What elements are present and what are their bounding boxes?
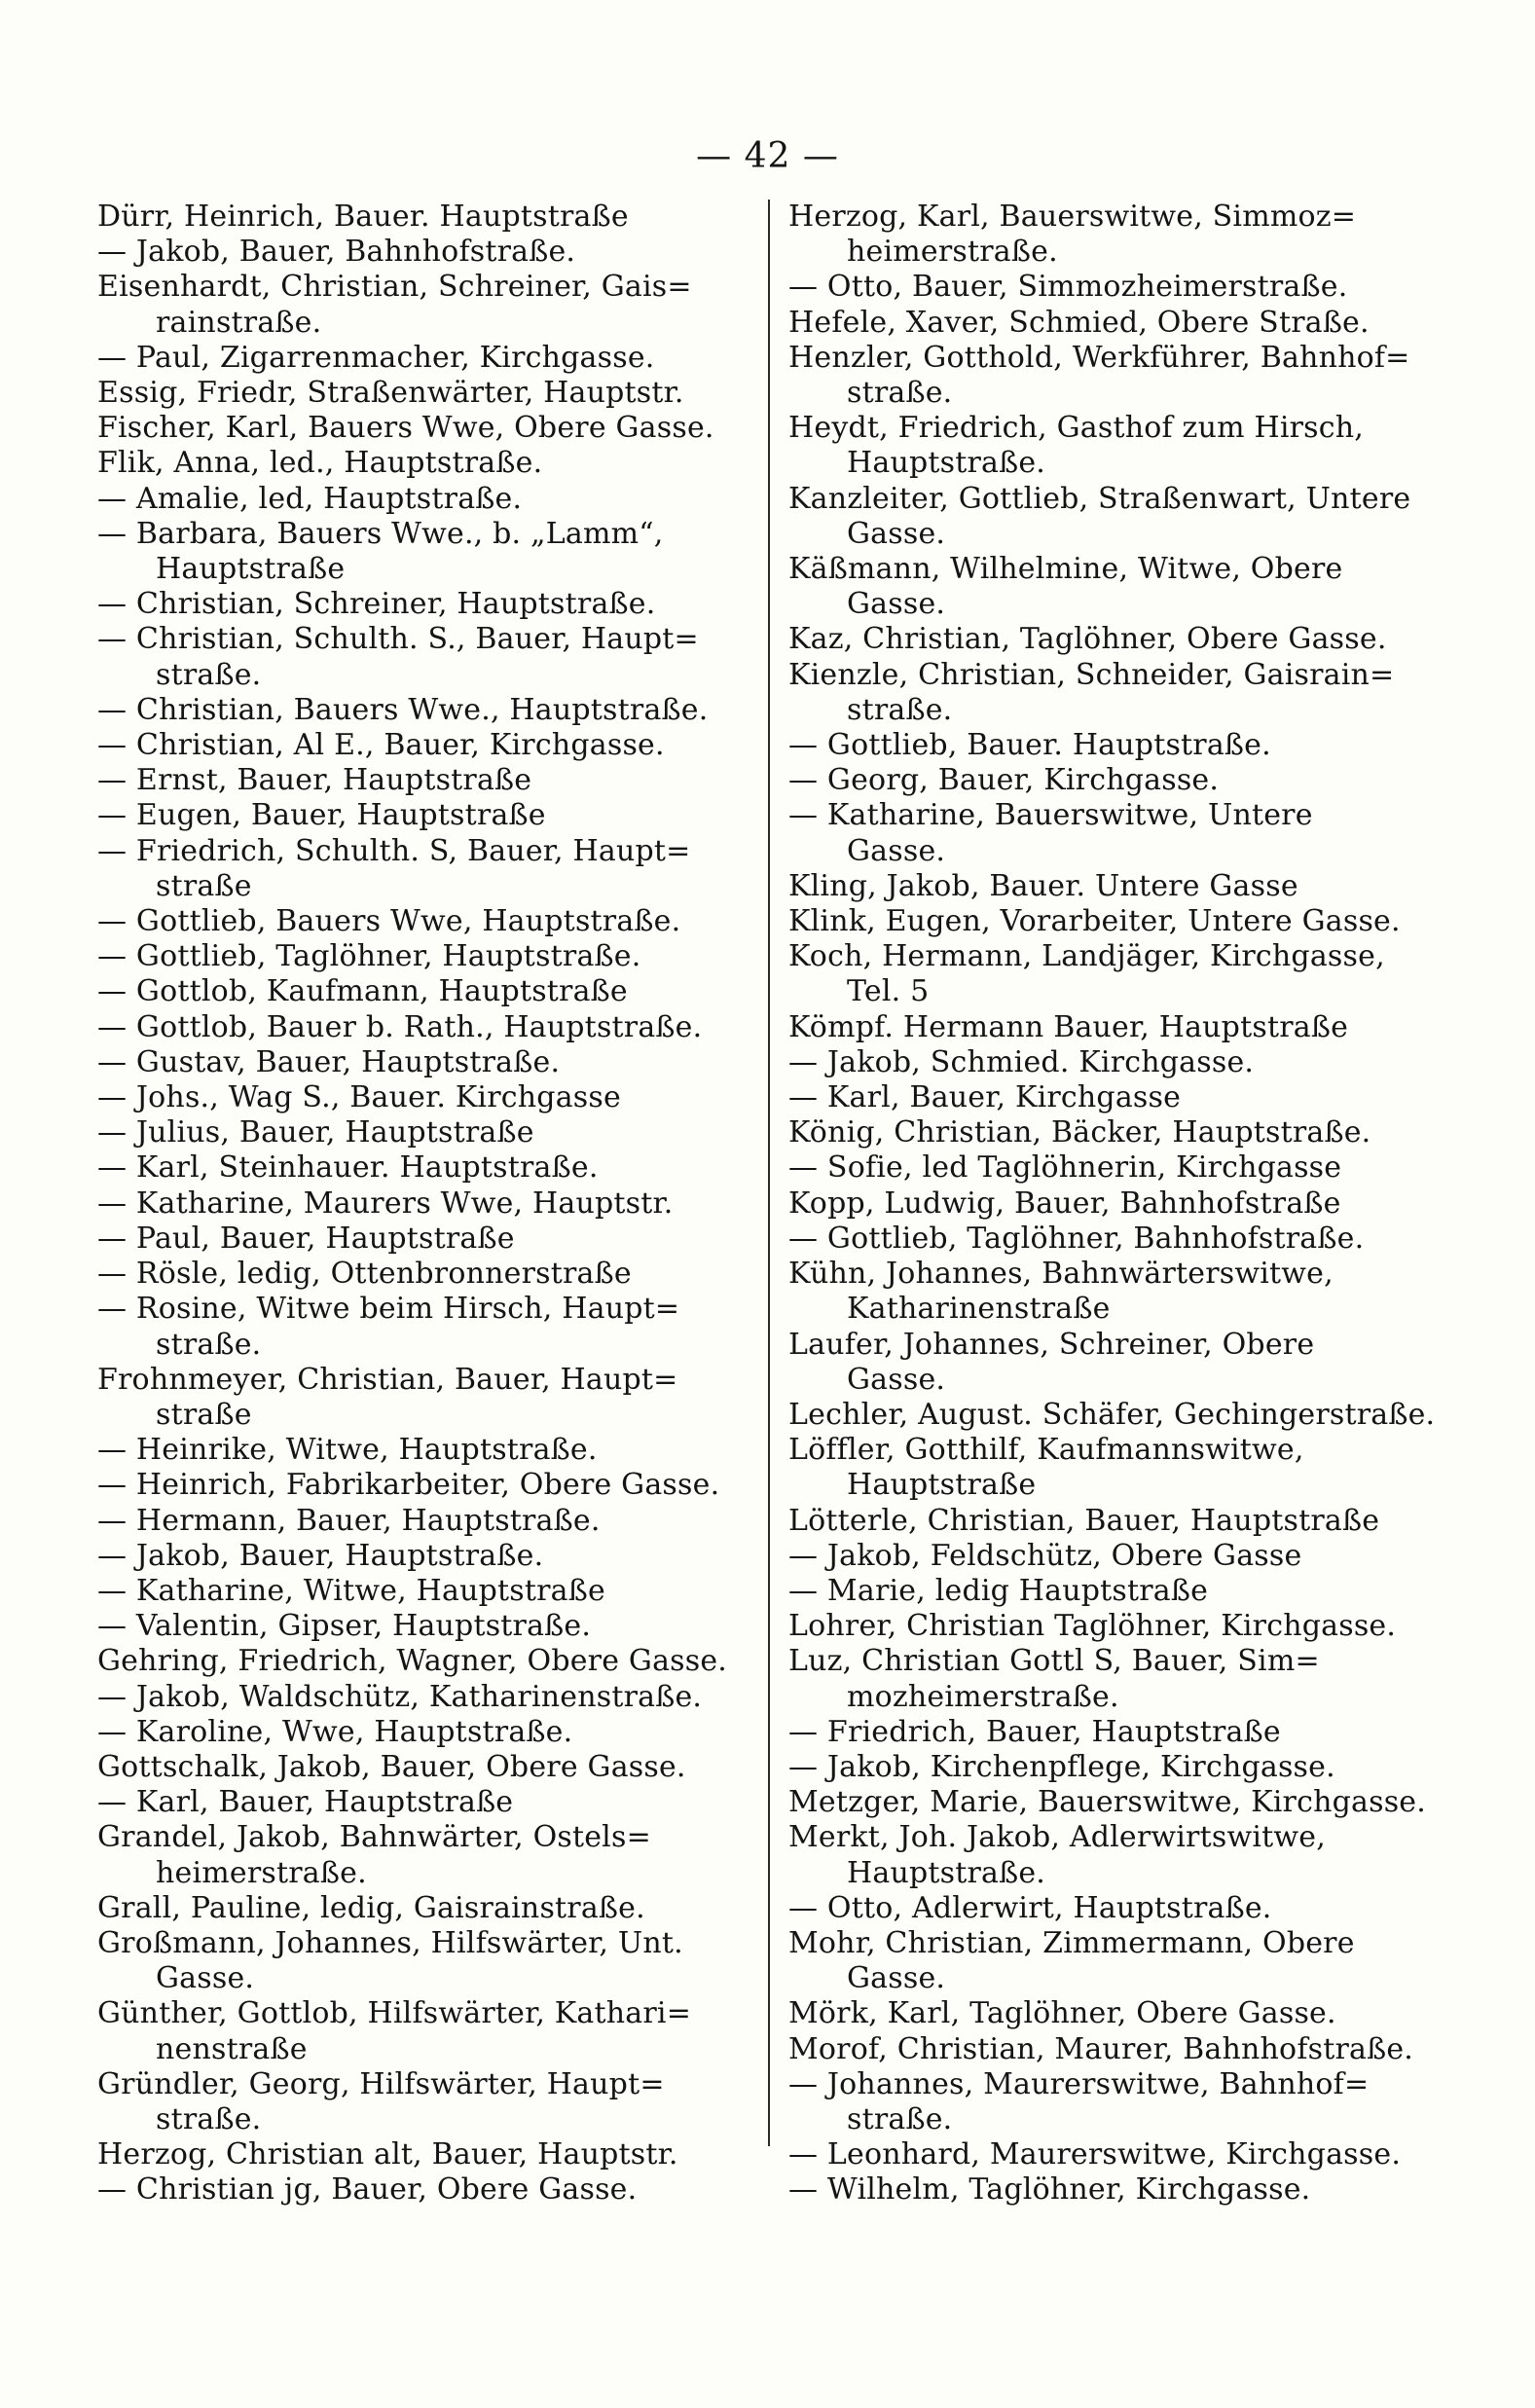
directory-entry: — Christian, Schreiner, Hauptstraße.: [97, 587, 656, 622]
directory-entry: Kanzleiter, Gottlieb, Straßenwart, Untere: [788, 481, 1411, 516]
directory-entry-continuation: straße.: [156, 2101, 262, 2136]
directory-entry: — Otto, Bauer, Simmozheimerstraße.: [788, 270, 1348, 305]
directory-entry: — Sofie, led Taglöhnerin, Kirchgasse: [788, 1150, 1342, 1186]
directory-entry: — Friedrich, Bauer, Hauptstraße: [788, 1714, 1281, 1749]
directory-entry: Großmann, Johannes, Hilfswärter, Unt.: [97, 1925, 683, 1960]
directory-entry: Essig, Friedr, Straßenwärter, Hauptstr.: [97, 376, 684, 411]
directory-entry: Löffler, Gotthilf, Kaufmannswitwe,: [788, 1433, 1304, 1468]
directory-entry: Klink, Eugen, Vorarbeiter, Untere Gasse.: [788, 904, 1401, 939]
directory-entry: — Rosine, Witwe beim Hirsch, Haupt=: [97, 1292, 680, 1327]
directory-entry: Lötterle, Christian, Bauer, Hauptstraße: [788, 1503, 1380, 1538]
directory-entry: Heydt, Friedrich, Gasthof zum Hirsch,: [788, 411, 1365, 446]
directory-entry: — Paul, Bauer, Hauptstraße: [97, 1221, 515, 1256]
directory-entry: Koch, Hermann, Landjäger, Kirchgasse,: [788, 939, 1385, 974]
directory-entry: — Katharine, Bauerswitwe, Untere: [788, 798, 1313, 833]
directory-entry: — Gottlieb, Bauer. Hauptstraße.: [788, 728, 1271, 763]
directory-entry: Hefele, Xaver, Schmied, Obere Straße.: [788, 305, 1370, 340]
directory-entry-continuation: straße.: [156, 657, 262, 692]
directory-entry: — Rösle, ledig, Ottenbronnerstraße: [97, 1257, 632, 1292]
directory-entry: Gehring, Friedrich, Wagner, Obere Gasse.: [97, 1644, 728, 1679]
directory-entry: — Jakob, Kirchenpflege, Kirchgasse.: [788, 1749, 1335, 1784]
directory-entry: — Karl, Bauer, Hauptstraße: [97, 1785, 514, 1820]
directory-entry-continuation: Gasse.: [847, 587, 946, 622]
directory-entry-continuation: heimerstraße.: [156, 1855, 367, 1890]
directory-entry: — Friedrich, Schulth. S, Bauer, Haupt=: [97, 833, 691, 868]
directory-entry: — Amalie, led, Hauptstraße.: [97, 481, 523, 516]
directory-entry: — Karl, Bauer, Kirchgasse: [788, 1080, 1182, 1115]
directory-entry: Herzog, Karl, Bauerswitwe, Simmoz=: [788, 200, 1357, 234]
directory-entry: Kienzle, Christian, Schneider, Gaisrain=: [788, 657, 1395, 692]
directory-entry: Grandel, Jakob, Bahnwärter, Ostels=: [97, 1820, 651, 1855]
directory-entry-continuation: Hauptstraße.: [847, 446, 1046, 481]
directory-entry: — Marie, ledig Hauptstraße: [788, 1573, 1209, 1608]
directory-entry: Kling, Jakob, Bauer. Untere Gasse: [788, 868, 1298, 903]
directory-entry: Kopp, Ludwig, Bauer, Bahnhofstraße: [788, 1186, 1341, 1221]
directory-entry: Herzog, Christian alt, Bauer, Hauptstr.: [97, 2137, 678, 2172]
directory-entry-continuation: Gasse.: [847, 1961, 946, 1996]
directory-entry: König, Christian, Bäcker, Hauptstraße.: [788, 1115, 1371, 1150]
directory-entry: — Gottlieb, Bauers Wwe, Hauptstraße.: [97, 904, 681, 939]
directory-entry: Lechler, August. Schäfer, Gechingerstraße.: [788, 1397, 1436, 1432]
directory-entry: — Katharine, Witwe, Hauptstraße: [97, 1573, 605, 1608]
directory-entry: — Johannes, Maurerswitwe, Bahnhof=: [788, 2066, 1370, 2101]
directory-entry: Henzler, Gotthold, Werkführer, Bahnhof=: [788, 340, 1410, 375]
directory-entry: Metzger, Marie, Bauerswitwe, Kirchgasse.: [788, 1785, 1426, 1820]
directory-entry: — Gottlieb, Taglöhner, Bahnhofstraße.: [788, 1221, 1365, 1256]
directory-entry: — Jakob, Waldschütz, Katharinenstraße.: [97, 1679, 703, 1714]
directory-entry: — Heinrike, Witwe, Hauptstraße.: [97, 1433, 598, 1468]
page-number: — 42 —: [696, 136, 839, 176]
directory-entry: Grall, Pauline, ledig, Gaisrainstraße.: [97, 1890, 645, 1925]
directory-entry: — Gustav, Bauer, Hauptstraße.: [97, 1044, 561, 1079]
directory-entry-continuation: straße.: [847, 2101, 953, 2136]
directory-entry: Frohnmeyer, Christian, Bauer, Haupt=: [97, 1362, 678, 1397]
directory-entry: Mörk, Karl, Taglöhner, Obere Gasse.: [788, 1996, 1336, 2031]
directory-entry-continuation: Tel. 5: [847, 974, 930, 1009]
directory-entry-continuation: Katharinenstraße: [847, 1292, 1111, 1327]
directory-entry: Kömpf. Hermann Bauer, Hauptstraße: [788, 1009, 1349, 1044]
directory-entry: Eisenhardt, Christian, Schreiner, Gais=: [97, 270, 692, 305]
directory-entry-continuation: Gasse.: [156, 1961, 255, 1996]
directory-entry: Morof, Christian, Maurer, Bahnhofstraße.: [788, 2031, 1414, 2066]
directory-entry-continuation: straße.: [847, 376, 953, 411]
directory-entry: — Johs., Wag S., Bauer. Kirchgasse: [97, 1080, 621, 1115]
directory-entry: — Gottlob, Kaufmann, Hauptstraße: [97, 974, 628, 1009]
directory-entry: Gründler, Georg, Hilfswärter, Haupt=: [97, 2066, 665, 2101]
directory-entry: — Christian, Bauers Wwe., Hauptstraße.: [97, 692, 709, 727]
directory-entry: — Wilhelm, Taglöhner, Kirchgasse.: [788, 2172, 1311, 2207]
directory-entry-continuation: nenstraße: [156, 2031, 308, 2066]
directory-entry: Mohr, Christian, Zimmermann, Obere: [788, 1925, 1355, 1960]
directory-entry: — Katharine, Maurers Wwe, Hauptstr.: [97, 1186, 674, 1221]
directory-entry: Laufer, Johannes, Schreiner, Obere: [788, 1327, 1315, 1362]
directory-entry-continuation: Gasse.: [847, 833, 946, 868]
directory-entry: — Julius, Bauer, Hauptstraße: [97, 1115, 534, 1150]
directory-entry-continuation: rainstraße.: [156, 305, 322, 340]
directory-entry: — Hermann, Bauer, Hauptstraße.: [97, 1503, 601, 1538]
directory-entry: — Jakob, Feldschütz, Obere Gasse: [788, 1538, 1302, 1573]
directory-entry: — Otto, Adlerwirt, Hauptstraße.: [788, 1890, 1272, 1925]
directory-entry: — Christian jg, Bauer, Obere Gasse.: [97, 2172, 638, 2207]
directory-entry: — Valentin, Gipser, Hauptstraße.: [97, 1609, 592, 1644]
directory-entry: Dürr, Heinrich, Bauer. Hauptstraße: [97, 200, 629, 234]
directory-entry: — Karl, Steinhauer. Hauptstraße.: [97, 1150, 599, 1186]
directory-entry: — Ernst, Bauer, Hauptstraße: [97, 763, 532, 798]
directory-entry: Luz, Christian Gottl S, Bauer, Sim=: [788, 1644, 1320, 1679]
directory-entry-continuation: Gasse.: [847, 1362, 946, 1397]
directory-entry: — Gottlob, Bauer b. Rath., Hauptstraße.: [97, 1009, 703, 1044]
directory-entry: — Georg, Bauer, Kirchgasse.: [788, 763, 1220, 798]
directory-entry: — Jakob, Bauer, Hauptstraße.: [97, 1538, 544, 1573]
directory-entry: — Barbara, Bauers Wwe., b. „Lamm“,: [97, 516, 664, 551]
directory-entry: — Leonhard, Maurerswitwe, Kirchgasse.: [788, 2137, 1402, 2172]
right-column: [788, 200, 1470, 2208]
directory-entry-continuation: heimerstraße.: [847, 235, 1058, 270]
directory-entry-continuation: Hauptstraße.: [847, 1855, 1046, 1890]
directory-entry-continuation: Gasse.: [847, 516, 946, 551]
directory-entry: Merkt, Joh. Jakob, Adlerwirtswitwe,: [788, 1820, 1326, 1855]
directory-entry: — Heinrich, Fabrikarbeiter, Obere Gasse.: [97, 1468, 720, 1503]
directory-entry-continuation: Hauptstraße: [847, 1468, 1037, 1503]
directory-entry: Kaz, Christian, Taglöhner, Obere Gasse.: [788, 622, 1387, 657]
column-divider: [768, 200, 770, 2146]
directory-entry-continuation: straße: [156, 1397, 252, 1432]
directory-entry: Gottschalk, Jakob, Bauer, Obere Gasse.: [97, 1749, 686, 1784]
directory-entry-continuation: straße: [156, 868, 252, 903]
left-column: [97, 200, 769, 2208]
directory-entry: — Christian, Al E., Bauer, Kirchgasse.: [97, 728, 665, 763]
directory-entry: Lohrer, Christian Taglöhner, Kirchgasse.: [788, 1609, 1397, 1644]
directory-entry: — Eugen, Bauer, Hauptstraße: [97, 798, 546, 833]
directory-entry: — Christian, Schulth. S., Bauer, Haupt=: [97, 622, 699, 657]
directory-entry-continuation: mozheimerstraße.: [847, 1679, 1119, 1714]
directory-entry: Günther, Gottlob, Hilfswärter, Kathari=: [97, 1996, 692, 2031]
directory-entry: — Gottlieb, Taglöhner, Hauptstraße.: [97, 939, 641, 974]
directory-entry: Fischer, Karl, Bauers Wwe, Obere Gasse.: [97, 411, 714, 446]
directory-entry: — Paul, Zigarrenmacher, Kirchgasse.: [97, 340, 655, 375]
directory-entry: — Jakob, Schmied. Kirchgasse.: [788, 1044, 1255, 1079]
directory-entry: Flik, Anna, led., Hauptstraße.: [97, 446, 543, 481]
directory-entry-continuation: straße.: [847, 692, 953, 727]
directory-entry-continuation: straße.: [156, 1327, 262, 1362]
directory-entry: — Karoline, Wwe, Hauptstraße.: [97, 1714, 573, 1749]
directory-entry: — Jakob, Bauer, Bahnhofstraße.: [97, 235, 576, 270]
directory-entry: Käßmann, Wilhelmine, Witwe, Obere: [788, 552, 1343, 587]
directory-entry-continuation: Hauptstraße: [156, 552, 346, 587]
directory-entry: Kühn, Johannes, Bahnwärterswitwe,: [788, 1257, 1334, 1292]
